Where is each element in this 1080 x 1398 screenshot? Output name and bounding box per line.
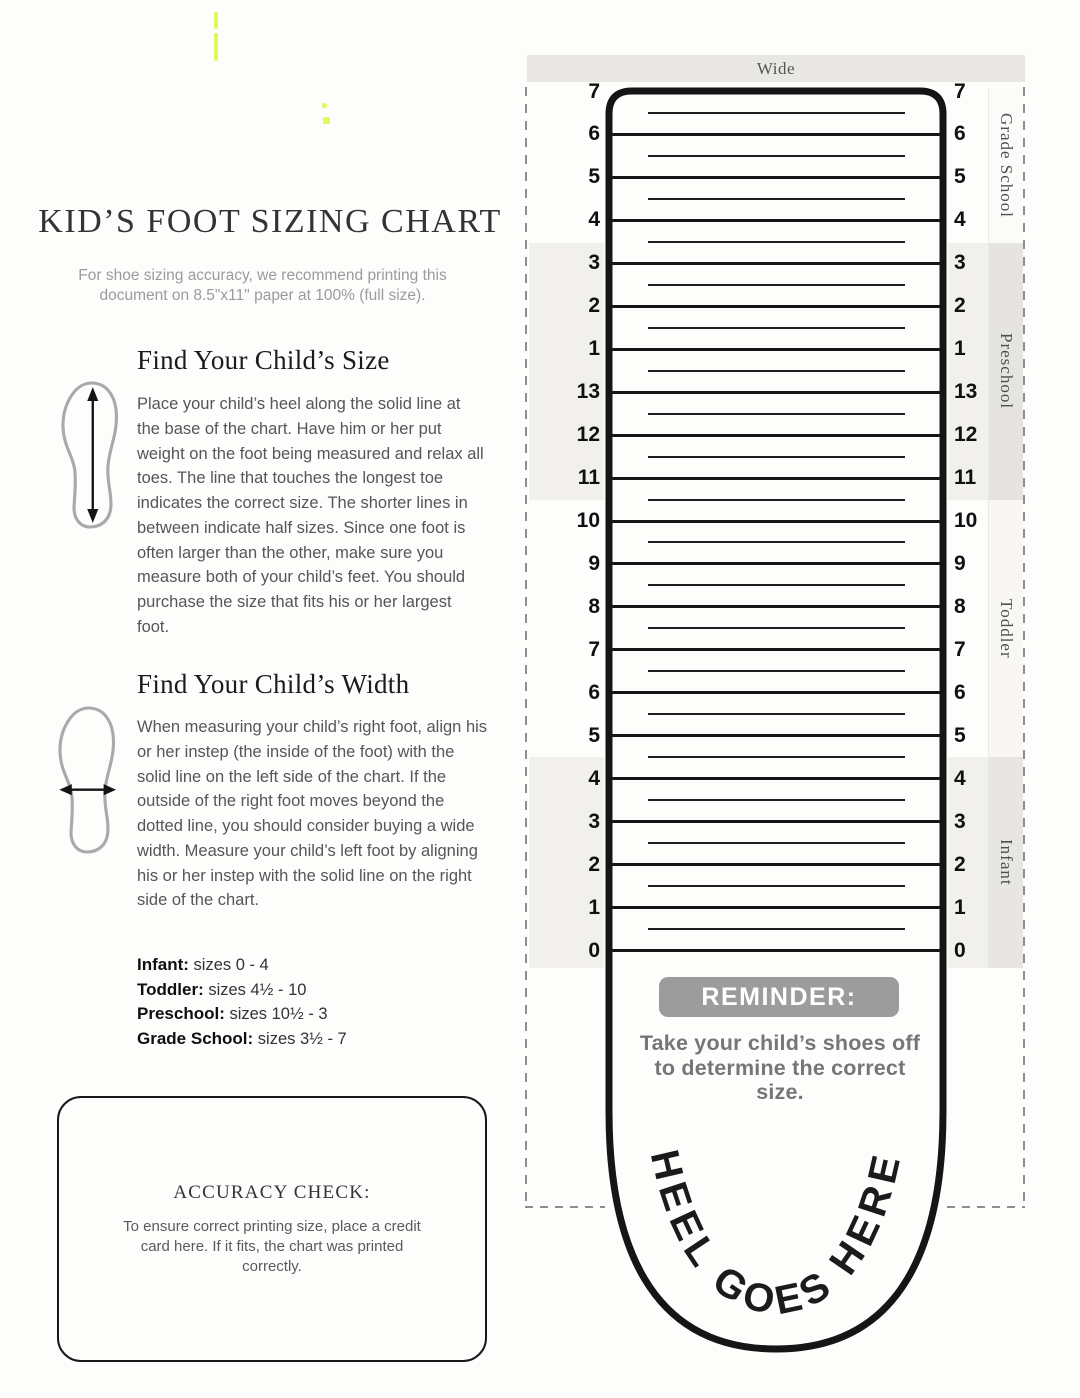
width-section-body: When measuring your child’s right foot, align his or her instep (the inside of the foot) with the solid line on the left side of the chart. If the outside of the right foot moves beyond the dotted line, you should consider buying a wide width. Measure your child’s left foot by aligning his or her instep with the solid line on the right side of the chart. — [137, 718, 488, 910]
size-label-right: 4 — [954, 766, 966, 790]
size-label-right: 6 — [954, 122, 966, 146]
size-label-right: 7 — [954, 79, 966, 103]
size-label-right: 0 — [954, 938, 966, 962]
category-label: Toddler — [997, 598, 1016, 659]
reminder-body: Take your child’s shoes off to determine the correct size. — [639, 1031, 921, 1104]
dashed-connector-right — [947, 1206, 1025, 1208]
category-band-toddler — [989, 500, 1023, 757]
category-band-preschool — [989, 243, 1023, 500]
accuracy-check-box — [57, 1096, 487, 1362]
size-label-left: 6 — [588, 680, 600, 704]
size-label-right: 8 — [954, 594, 966, 618]
artifact-mark — [322, 103, 327, 108]
artifact-mark — [323, 117, 330, 124]
size-label-right: 5 — [954, 165, 966, 189]
reminder-heading: REMINDER: — [701, 982, 857, 1011]
vertical-measure-arrow — [87, 387, 98, 523]
dashed-connector-left — [525, 1206, 605, 1208]
category-label: Preschool — [997, 333, 1016, 410]
size-label-right: 12 — [954, 423, 978, 447]
size-label-right: 13 — [954, 380, 978, 404]
list-item: Grade School: sizes 3½ - 7 — [137, 1028, 347, 1048]
wide-boundary-dashed-line-left — [525, 87, 527, 1207]
size-label-right: 3 — [954, 809, 966, 833]
foot-length-icon — [54, 348, 126, 562]
accuracy-check-heading: ACCURACY CHECK: — [173, 1182, 371, 1203]
size-label-left: 3 — [588, 251, 600, 275]
size-label-left: 1 — [588, 337, 600, 361]
size-label-right: 2 — [954, 294, 966, 318]
horizontal-measure-arrow — [59, 784, 116, 795]
size-label-left: 5 — [588, 165, 600, 189]
reminder-badge — [659, 977, 899, 1017]
size-label-left: 9 — [588, 551, 600, 575]
size-label-left: 13 — [576, 380, 600, 404]
accuracy-check-body: To ensure correct printing size, place a credit card here. If it fits, the chart was printed correctly. — [123, 1218, 421, 1275]
size-label-right: 11 — [954, 466, 977, 490]
wide-header-bar — [527, 55, 1025, 82]
size-label-left: 2 — [588, 852, 600, 876]
preschool-shading-left — [529, 243, 604, 500]
size-section-heading: Find Your Child’s Size — [137, 345, 390, 375]
measuring-foot-outline — [602, 83, 950, 1375]
size-label-left: 0 — [588, 938, 600, 962]
preschool-shading-right — [948, 243, 989, 500]
size-label-left: 4 — [588, 208, 600, 232]
size-label-left: 6 — [588, 122, 600, 146]
size-label-left: 1 — [588, 895, 600, 919]
size-label-left: 2 — [588, 294, 600, 318]
size-label-right: 9 — [954, 551, 966, 575]
size-label-left: 10 — [576, 509, 600, 532]
width-section-heading: Find Your Child’s Width — [137, 669, 410, 699]
infant-shading-left — [529, 757, 604, 968]
size-ranges-list — [137, 953, 347, 1051]
size-label-left: 7 — [588, 79, 600, 103]
size-label-right: 3 — [954, 251, 966, 275]
list-item: Infant: sizes 0 - 4 — [137, 955, 269, 974]
category-band-infant — [989, 757, 1023, 968]
size-label-right: 4 — [954, 208, 966, 232]
size-label-left: 11 — [577, 466, 600, 490]
size-label-right: 7 — [954, 637, 966, 661]
size-label-left: 3 — [588, 809, 600, 833]
artifact-mark — [214, 33, 218, 61]
size-label-right: 1 — [954, 895, 966, 919]
list-item: Toddler: sizes 4½ - 10 — [137, 979, 307, 999]
category-band-grade-school — [989, 88, 1023, 243]
page-subtitle: For shoe sizing accuracy, we recommend printing this document on 8.5"x11" paper at 100% (full size). — [78, 267, 447, 305]
category-label: Infant — [997, 839, 1016, 886]
size-label-right: 6 — [954, 680, 966, 704]
size-section-body: Place your child’s heel along the solid line at the base of the chart. Have him or her put weight on the foot being measured and relax all toes. The line that touches the longest toe indicates the correct size. The shorter lines in between indicate half sizes. Since one foot is often larger than the other, make sure you measure both of your child’s feet. You should purchase the size that fits his or her largest foot. — [137, 395, 484, 636]
size-label-left: 4 — [588, 766, 600, 790]
size-label-right: 10 — [954, 509, 978, 532]
size-label-left: 5 — [588, 723, 600, 747]
heel-goes-here-label: HEEL GOES HERE — [641, 1145, 911, 1324]
page-title: KID’S FOOT SIZING CHART — [38, 203, 502, 240]
size-label-right: 5 — [954, 723, 966, 747]
size-label-left: 8 — [588, 594, 600, 618]
artifact-mark — [214, 12, 218, 29]
size-label-right: 1 — [954, 337, 966, 361]
size-label-left: 12 — [576, 423, 600, 447]
category-label: Grade School — [997, 112, 1016, 218]
infant-shading-right — [948, 757, 989, 968]
wide-boundary-dashed-line-right — [1023, 87, 1025, 1207]
list-item: Preschool: sizes 10½ - 3 — [137, 1004, 328, 1024]
foot-width-icon — [51, 673, 123, 887]
size-label-left: 7 — [588, 637, 600, 661]
wide-label: Wide — [756, 58, 796, 78]
size-label-right: 2 — [954, 852, 966, 876]
